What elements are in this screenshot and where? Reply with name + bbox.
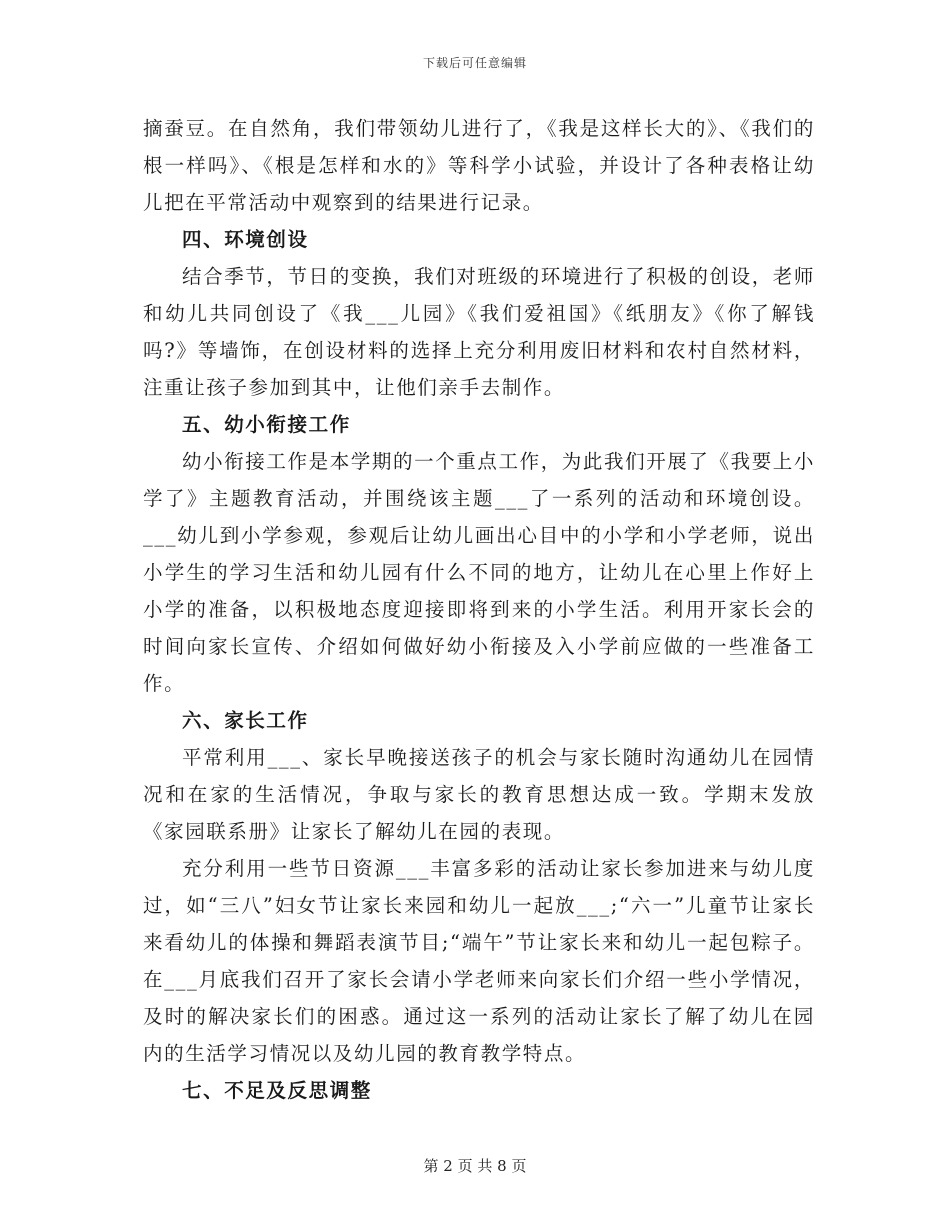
section-heading-reflection: 七、不足及反思调整 bbox=[182, 1079, 372, 1102]
page-number-footer: 第 2 页 共 8 页 bbox=[423, 1157, 527, 1175]
paragraph-parents-festivals: 充分利用一些节日资源___丰富多彩的活动让家长参加进来与幼儿度过，如“三八”妇女节让家长来园和幼儿一起放___;“六一”儿童节让家长来看幼儿的体操和舞蹈表演节目;“端午”节让家长来和幼儿一起包粽子。在___月底我们召开了家长会请小学老师来向家长们介绍一些小学情况，及时的解决家长们的困惑。通过这一系列的活动让家长了解了幼儿在园内的生活学习情况以及幼儿园的教育教学特点。 bbox=[143, 857, 815, 1065]
section-heading-transition: 五、幼小衔接工作 bbox=[182, 413, 351, 436]
paragraph-parents-communication: 平常利用___、家长早晚接送孩子的机会与家长随时沟通幼儿在园情况和在家的生活情况，争取与家长的教育思想达成一致。学期末发放《家园联系册》让家长了解幼儿在园的表现。 bbox=[143, 746, 815, 843]
page-header-note: 下载后可任意编辑 bbox=[422, 56, 527, 70]
paragraph-science-experiments: 摘蚕豆。在自然角，我们带领幼儿进行了，《我是这样长大的》、《我们的根一样吗》、《根是怎样和水的》等科学小试验，并设计了各种表格让幼儿把在平常活动中观察到的结果进行记录。 bbox=[143, 117, 815, 214]
document-body bbox=[143, 110, 815, 1109]
section-heading-environment: 四、环境创设 bbox=[182, 228, 309, 251]
paragraph-environment: 结合季节，节日的变换，我们对班级的环境进行了积极的创设，老师和幼儿共同创设了《我___儿园》《我们爱祖国》《纸朋友》《你了解钱吗?》等墙饰，在创设材料的选择上充分利用废旧材料和农村自然材料，注重让孩子参加到其中，让他们亲手去制作。 bbox=[143, 265, 816, 399]
section-heading-parents: 六、家长工作 bbox=[182, 709, 309, 732]
paragraph-transition: 幼小衔接工作是本学期的一个重点工作，为此我们开展了《我要上小学了》主题教育活动，并围绕该主题___了一系列的活动和环境创设。___幼儿到小学参观，参观后让幼儿画出心目中的小学和小学老师，说出小学生的学习生活和幼儿园有什么不同的地方，让幼儿在心里上作好上小学的准备，以积极地态度迎接即将到来的小学生活。利用开家长会的时间向家长宣传、介绍如何做好幼小衔接及入小学前应做的一些准备工作。 bbox=[143, 450, 816, 695]
